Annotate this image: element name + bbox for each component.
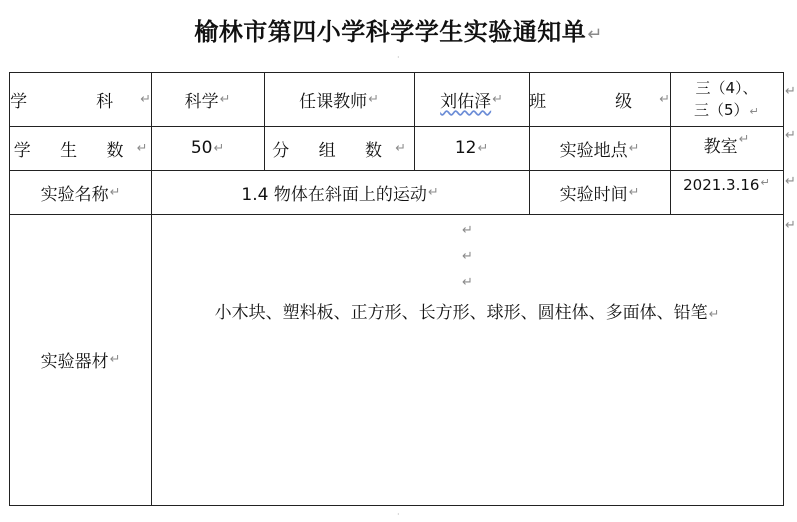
paragraph-mark: ↵: [628, 140, 640, 156]
location-label: 实验地点: [559, 140, 628, 161]
experiment-name-value-cell: [151, 170, 529, 214]
location-label-cell: [529, 126, 670, 170]
teacher-name: 刘佑泽: [440, 92, 492, 112]
groups-label: 分 组 数: [272, 140, 395, 161]
paragraph-mark: ↵: [492, 92, 503, 107]
teacher-label: 任课教师: [299, 92, 368, 112]
row-end-mark: ↵: [785, 174, 796, 189]
paragraph-mark: ↵: [219, 92, 231, 107]
experiment-name-value: 1.4 物体在斜面上的运动: [241, 184, 427, 205]
subject-value: 科学: [184, 92, 219, 112]
paragraph-dot: ·: [397, 53, 400, 62]
paragraph-mark: ↵: [395, 140, 406, 156]
experiment-name-label-cell: [10, 170, 151, 214]
paragraph-mark: ↵: [140, 92, 151, 107]
experiment-time-value-cell: [670, 170, 783, 214]
groups-value: 12: [454, 138, 477, 158]
paragraph-mark: ↵: [738, 132, 750, 147]
title-text: 榆林市第四小学科学学生实验通知单: [194, 18, 587, 46]
experiment-time-label: 实验时间: [559, 184, 628, 205]
paragraph-mark: ↵: [708, 307, 720, 322]
groups-value-cell: [414, 126, 529, 170]
paragraph-mark: ↵: [760, 176, 770, 189]
paragraph-mark: ↵: [659, 92, 670, 107]
students-label-cell: [10, 126, 151, 170]
paragraph-mark: ↵: [136, 140, 148, 156]
class-value-line1: 三（4）、: [695, 78, 758, 97]
equipment-label: 实验器材: [40, 352, 109, 372]
notice-table: [9, 72, 784, 506]
class-value-line2: 三（5）: [694, 100, 749, 119]
equipment-label-cell: [10, 214, 151, 505]
subject-label: 学 科: [10, 92, 140, 112]
empty-paragraph-mark: ↵: [462, 275, 473, 290]
row-end-mark: ↵: [785, 218, 796, 233]
empty-paragraph-mark: ↵: [462, 223, 473, 238]
groups-label-cell: [264, 126, 414, 170]
paragraph-dot: ·: [397, 510, 400, 519]
paragraph-mark: ↵: [628, 184, 640, 200]
students-value-cell: [151, 126, 264, 170]
class-label: 班 级: [529, 92, 659, 112]
subject-value-cell: [151, 73, 264, 126]
paragraph-mark: ↵: [109, 184, 121, 200]
row-end-mark: ↵: [785, 128, 796, 143]
row-end-mark: ↵: [785, 84, 796, 99]
location-value: 教室: [703, 137, 738, 157]
paragraph-mark: ↵: [427, 184, 439, 200]
class-label-cell: [529, 73, 670, 126]
students-value: 50: [190, 138, 213, 158]
empty-paragraph-mark: ↵: [462, 249, 473, 264]
teacher-label-cell: [264, 73, 414, 126]
experiment-time-value: 2021.3.16: [683, 176, 760, 194]
equipment-value: 小木块、塑料板、正方形、长方形、球形、圆柱体、多面体、铅笔: [214, 303, 708, 323]
paragraph-mark: ↵: [477, 140, 489, 156]
students-label: 学 生 数: [13, 140, 136, 161]
experiment-name-label: 实验名称: [40, 184, 109, 205]
subject-label-cell: [10, 73, 151, 126]
paragraph-mark: ↵: [368, 92, 379, 107]
experiment-time-label-cell: [529, 170, 670, 214]
paragraph-mark: ↵: [109, 352, 121, 367]
class-value-cell: [670, 73, 783, 126]
paragraph-mark: ↵: [587, 24, 603, 45]
paragraph-mark: ↵: [749, 104, 759, 118]
location-value-cell: [670, 126, 783, 170]
paragraph-mark: ↵: [213, 140, 225, 156]
page-title: [0, 12, 797, 47]
equipment-value-cell: [151, 214, 783, 505]
teacher-value-cell: [414, 73, 529, 126]
